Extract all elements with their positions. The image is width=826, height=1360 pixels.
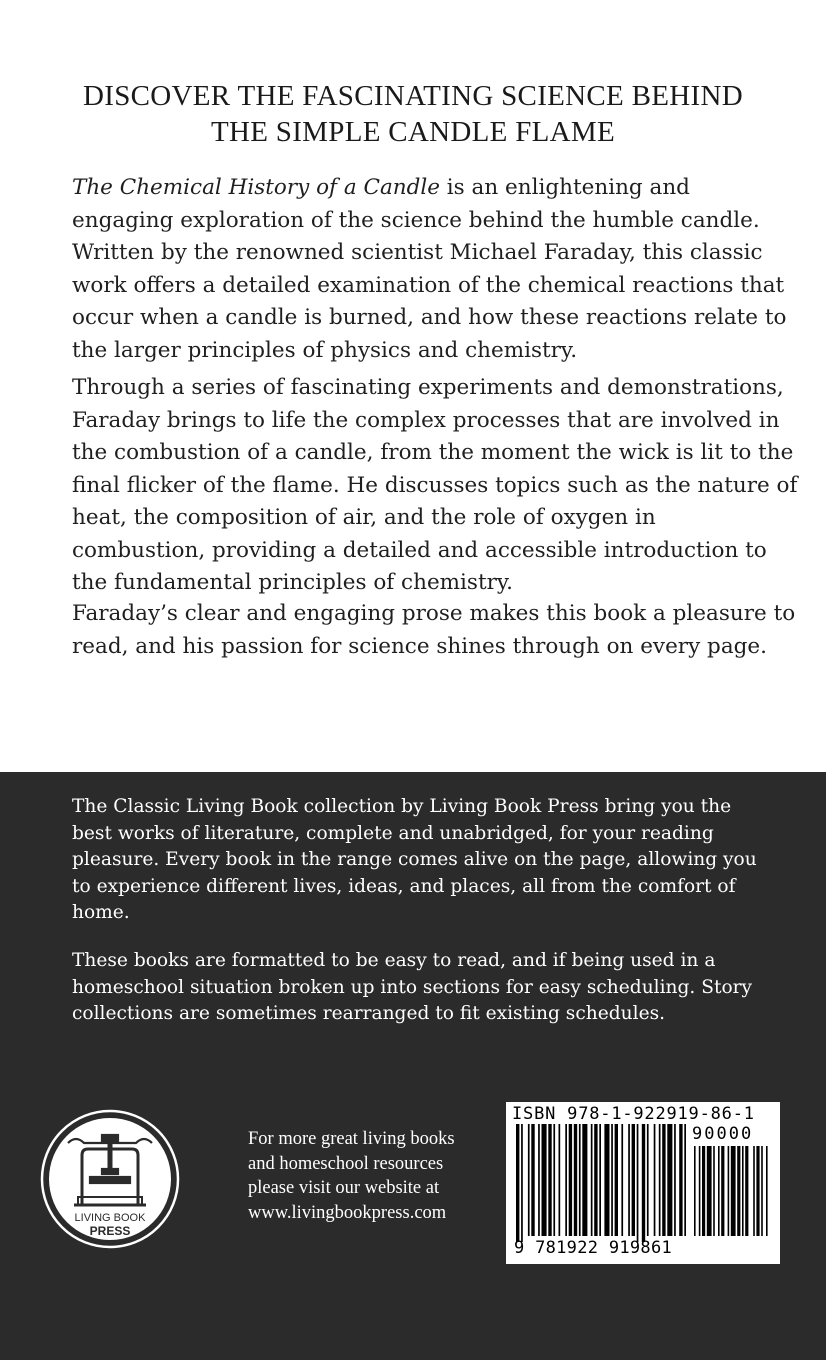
paragraph-line: engaging exploration of the science behind the humble candle. xyxy=(72,207,760,233)
paragraph-line: The Classic Living Book collection by Living Book Press bring you the xyxy=(72,796,732,817)
barcode-bar xyxy=(538,1124,540,1236)
paragraph-line: the fundamental principles of chemistry. xyxy=(72,570,514,595)
description-paragraph-2 xyxy=(72,372,798,600)
paragraph-line: best works of literature, complete and unabridged, for your reading xyxy=(72,822,714,844)
paragraph-line: work offers a detailed examination of the chemical reactions that xyxy=(72,272,785,298)
barcode-addon-bar xyxy=(702,1146,705,1236)
barcode-bar xyxy=(531,1124,534,1236)
barcode-bar xyxy=(521,1124,523,1242)
barcode-bar xyxy=(569,1124,572,1236)
price-code: 90000 xyxy=(692,1124,754,1144)
barcode-bar xyxy=(516,1124,519,1242)
visit-website-text xyxy=(248,1127,498,1225)
paragraph-line: occur when a candle is burned, and how these reactions relate to xyxy=(72,305,787,330)
barcode-addon-bar xyxy=(728,1146,730,1236)
book-title: The Chemical History of a Candle xyxy=(72,175,440,200)
barcode-bar xyxy=(684,1124,686,1236)
barcode-bar xyxy=(604,1124,609,1236)
barcode-bar xyxy=(659,1124,661,1236)
barcode-addon-bar xyxy=(742,1146,744,1236)
paragraph-line: These books are formatted to be easy to read, and if being used in a xyxy=(72,950,716,971)
paragraph-line: home. xyxy=(72,902,130,923)
living-book-press-logo xyxy=(40,1109,180,1249)
barcode-bar xyxy=(615,1124,618,1236)
website-url: www.livingbookpress.com xyxy=(248,1202,447,1223)
barcode-bar xyxy=(594,1124,597,1236)
paragraph-line: Written by the renowned scientist Michael Faraday, this classic xyxy=(72,240,763,265)
barcode-addon-bar xyxy=(737,1146,740,1236)
description-paragraph-1 xyxy=(72,172,792,367)
collection-paragraph-2 xyxy=(72,948,772,1028)
barcode-bar xyxy=(642,1124,645,1242)
barcode-addon-bar xyxy=(718,1146,720,1236)
paragraph-text: is an enlightening and xyxy=(439,175,690,200)
logo-text-line2: PRESS xyxy=(89,1224,131,1238)
paragraph-line: read, and his passion for science shines through on every page. xyxy=(72,633,767,659)
barcode-bar xyxy=(542,1124,547,1236)
paragraph-line: final flicker of the flame. He discusses topics such as the nature of xyxy=(72,472,798,498)
description-paragraph-3 xyxy=(72,598,796,663)
isbn-label: ISBN 978-1-922919-86-1 xyxy=(512,1104,755,1124)
barcode-bar xyxy=(579,1124,581,1236)
barcode-bar xyxy=(559,1124,561,1236)
barcode-bar xyxy=(548,1124,551,1236)
barcode-addon-bar xyxy=(721,1146,724,1236)
paragraph-line: Faraday brings to life the complex processes that are involved in xyxy=(72,407,780,433)
barcode-addon-bar xyxy=(694,1146,696,1236)
barcode-bar xyxy=(647,1124,649,1236)
barcode-addon-bar xyxy=(753,1146,755,1236)
paragraph-line: collections are sometimes rearranged to fit existing schedules. xyxy=(72,1003,666,1024)
paragraph-line: pleasure. Every book in the range comes alive on the page, allowing you xyxy=(72,849,757,870)
headline-line: THE SIMPLE CANDLE FLAME xyxy=(210,116,616,148)
headline xyxy=(40,78,786,150)
paragraph-line: the combustion of a candle, from the moment the wick is lit to the xyxy=(72,440,794,465)
barcode-bar xyxy=(582,1124,587,1236)
barcode-bar xyxy=(654,1124,656,1236)
isbn-barcode xyxy=(506,1102,780,1264)
barcode-bar xyxy=(574,1124,577,1236)
barcode-bar xyxy=(611,1124,613,1236)
collection-paragraph-1 xyxy=(72,794,772,927)
visit-line: please visit our website at xyxy=(248,1178,440,1198)
barcode-bar xyxy=(662,1124,665,1236)
barcode-addon-bar xyxy=(731,1146,736,1236)
paragraph-line: combustion, providing a detailed and accessible introduction to xyxy=(72,537,767,563)
barcode-addon-bar xyxy=(713,1146,715,1236)
paragraph-line: Faraday’s clear and engaging prose makes this book a pleasure to xyxy=(72,601,796,626)
visit-line: and homeschool resources xyxy=(248,1153,444,1174)
barcode-bar xyxy=(628,1124,630,1236)
barcode-addon-bar xyxy=(756,1146,759,1236)
logo-text-line1: LIVING BOOK xyxy=(74,1212,146,1224)
barcode-bar xyxy=(679,1124,682,1236)
barcode-bar xyxy=(621,1124,623,1236)
paragraph-line: heat, the composition of air, and the role of oxygen in xyxy=(72,505,656,530)
publisher-band xyxy=(0,772,826,1360)
barcode-addon-bar xyxy=(766,1146,768,1236)
paragraph-line: Through a series of fascinating experiments and demonstrations, xyxy=(72,375,784,400)
paragraph-line: the larger principles of physics and chemistry. xyxy=(72,337,578,363)
barcode-addon-bar xyxy=(745,1146,748,1236)
headline-line: DISCOVER THE FASCINATING SCIENCE BEHIND xyxy=(83,80,743,112)
barcode-bar xyxy=(667,1124,672,1236)
barcode-addon-bar xyxy=(707,1146,712,1236)
barcode-addon-bar xyxy=(699,1146,701,1236)
barcode-bar xyxy=(637,1124,639,1242)
paragraph-line: to experience different lives, ideas, and places, all from the comfort of xyxy=(72,875,736,897)
barcode-digits: 9 781922 919861 xyxy=(514,1238,673,1258)
barcode-bar xyxy=(591,1124,593,1236)
paragraph-line: homeschool situation broken up into sections for easy scheduling. Story xyxy=(72,976,753,998)
barcode-bar xyxy=(528,1124,530,1236)
barcode-bar xyxy=(599,1124,601,1236)
barcode-bar xyxy=(553,1124,555,1236)
barcode-addon-bar xyxy=(761,1146,763,1236)
barcode-bar xyxy=(632,1124,635,1236)
barcode-bar xyxy=(565,1124,567,1236)
visit-line: For more great living books xyxy=(248,1129,455,1149)
paragraph-line xyxy=(72,172,792,205)
barcode-bar xyxy=(674,1124,676,1236)
